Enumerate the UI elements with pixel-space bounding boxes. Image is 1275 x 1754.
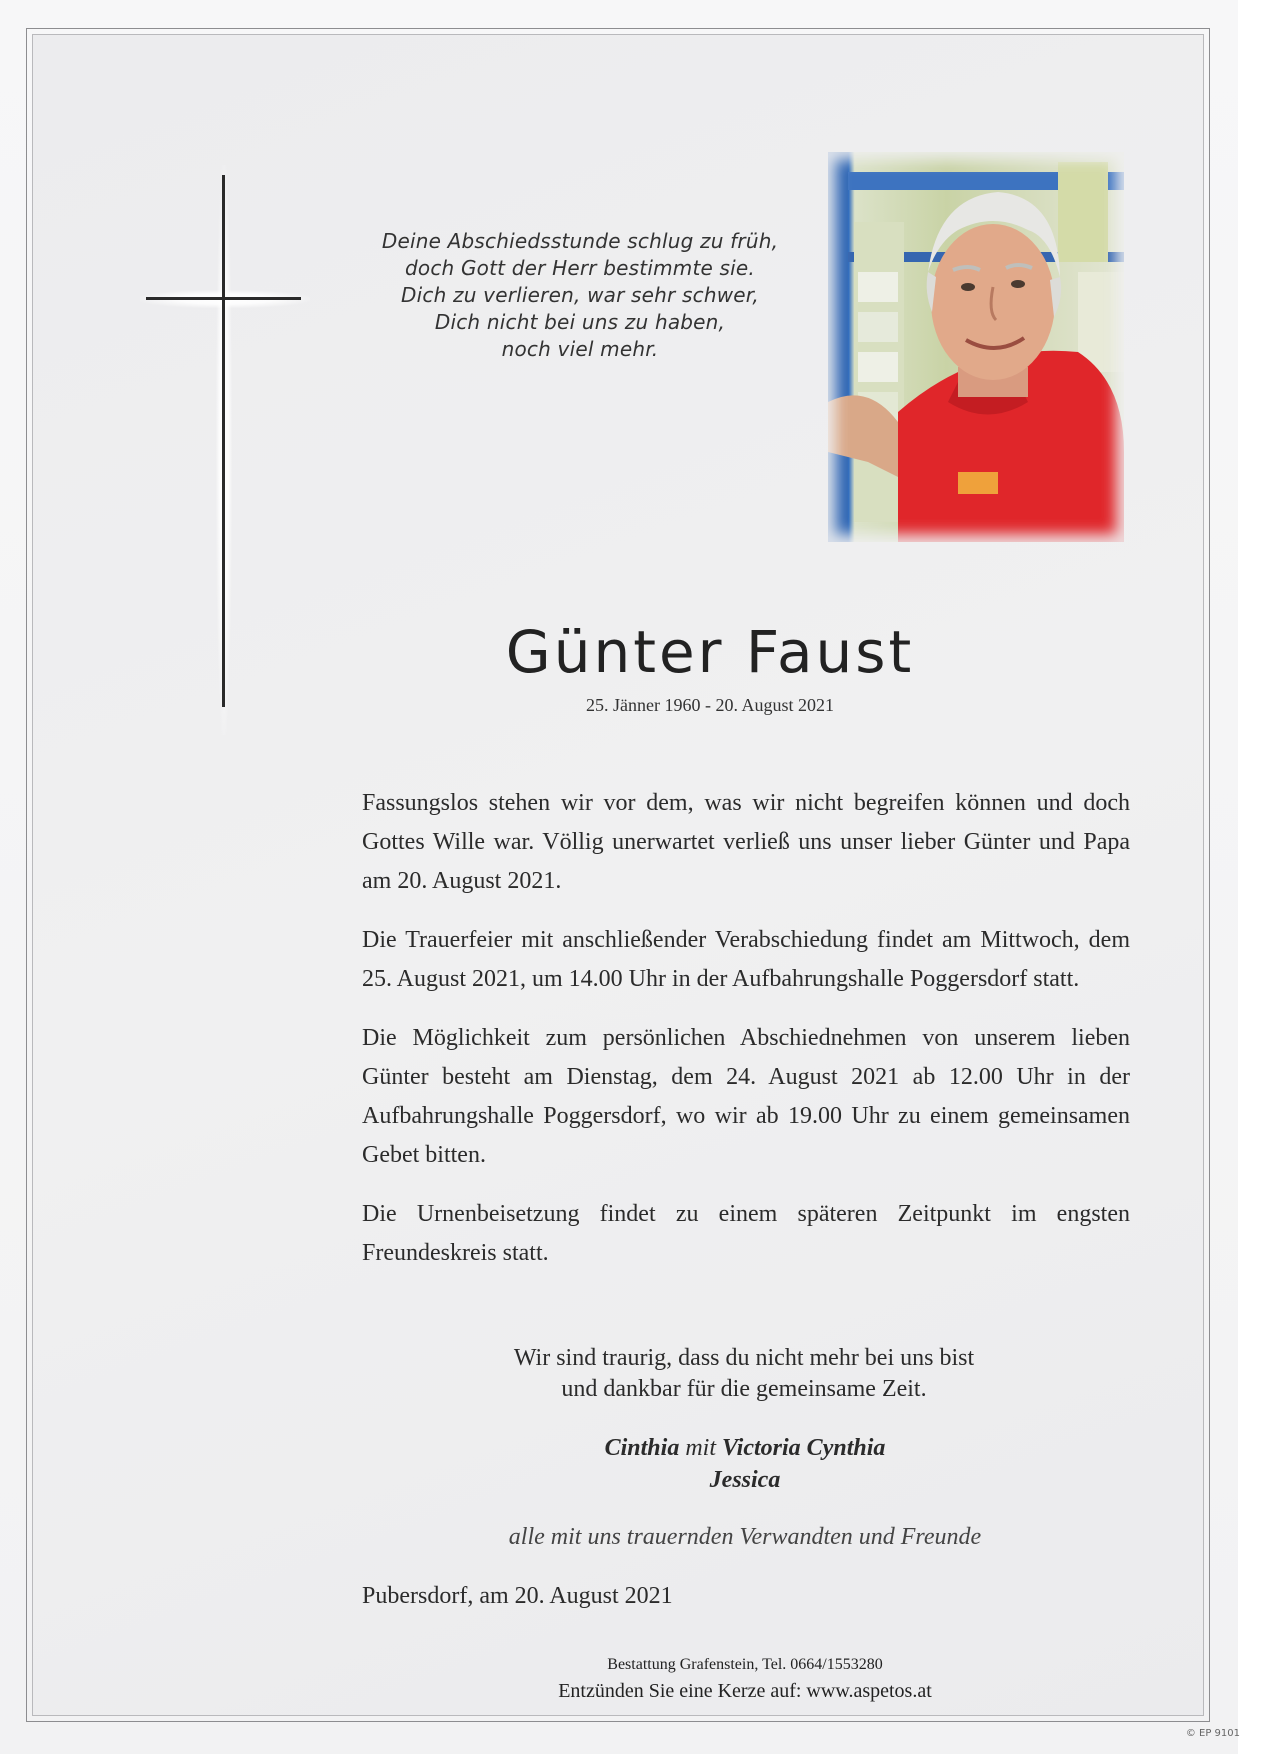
life-dates: 25. Jänner 1960 - 20. August 2021 — [586, 695, 834, 715]
paragraph: Die Möglichkeit zum persönlichen Abschiednehmen von unserem lieben Günter besteht am Dienstag, dem 24. August 2021 ab 12.00 Uhr in der Aufbahrungshalle Poggersdorf, wo wir ab 19.00 Uhr zu einem gemeinsamen Gebet bitten. — [362, 1025, 1130, 1168]
verse-line: Deine Abschiedsstunde schlug zu früh, — [381, 229, 779, 253]
memorial-verse — [380, 228, 780, 363]
mourner-name: Victoria Cynthia — [722, 1435, 886, 1461]
cross-icon — [140, 165, 310, 735]
paragraph: Fassungslos stehen wir vor dem, was wir nicht begreifen können und doch Gottes Wille war. Völlig unerwartet verließ uns unser lieber Günter und Papa am 20. August 2021. — [362, 790, 1130, 894]
undertaker-contact: Bestattung Grafenstein, Tel. 0664/1553280 — [607, 1656, 883, 1673]
mourner-name: Jessica — [709, 1467, 781, 1493]
candle-link[interactable]: Entzünden Sie eine Kerze auf: www.aspetos.at — [558, 1680, 932, 1702]
mourners — [440, 1432, 1050, 1496]
relatives-line: alle mit uns trauernden Verwandten und Freunde — [508, 1524, 982, 1550]
verse-line: Dich zu verlieren, war sehr schwer, — [401, 283, 759, 307]
print-code: © EP 9101 — [1185, 1728, 1240, 1739]
place-date: Pubersdorf, am 20. August 2021 — [362, 1583, 673, 1609]
portrait-photo — [828, 152, 1124, 542]
obituary-text — [362, 784, 1130, 1293]
verse-line: doch Gott der Herr bestimmte sie. — [405, 256, 755, 280]
mourner-connector: mit — [685, 1435, 716, 1461]
closing-line: und dankbar für die gemeinsame Zeit. — [561, 1376, 927, 1402]
verse-line: Dich nicht bei uns zu haben, — [434, 310, 726, 334]
paragraph: Die Urnenbeisetzung findet zu einem späteren Zeitpunkt im engsten Freundeskreis statt. — [362, 1201, 1130, 1266]
paper-edge — [1238, 0, 1275, 1754]
deceased-name: Günter Faust — [505, 618, 915, 686]
closing-line: Wir sind traurig, dass du nicht mehr bei uns bist — [513, 1345, 975, 1371]
mourner-name: Cinthia — [604, 1435, 680, 1461]
paragraph: Die Trauerfeier mit anschließender Verabschiedung findet am Mittwoch, dem 25. August 2021, um 14.00 Uhr in der Aufbahrungshalle Poggersdorf statt. — [362, 927, 1130, 992]
closing-words — [380, 1343, 1108, 1405]
verse-line: noch viel mehr. — [501, 337, 659, 361]
